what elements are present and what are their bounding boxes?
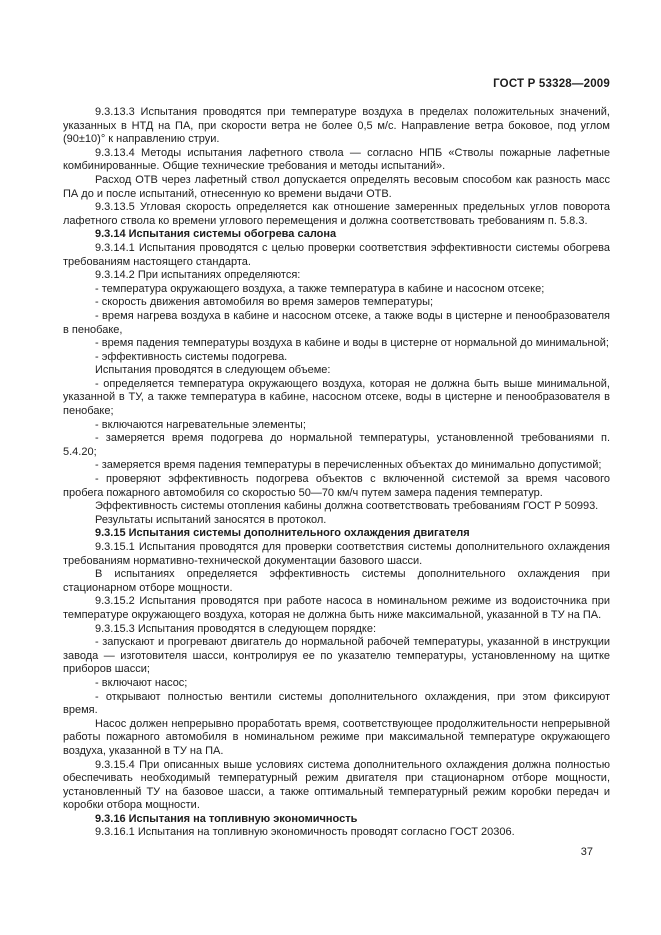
paragraph: 9.3.15.1 Испытания проводятся для проверки соответствия системы дополнительного охлаждения требованиям нормативно-технической документации базового шасси. [63,541,610,567]
paragraph: - эффективность системы подогрева. [95,350,288,363]
paragraph: 9.3.15.4 При описанных выше условиях система дополнительного охлаждения должна полностью обеспечивать необходимый температурный режим двигателя при стационарном отборе мощности, установленный ТУ на базовое шасси, а также оптимальный температурный режим коробки передач и коробки отбора мощности. [63,758,610,812]
document-footer [63,846,593,858]
paragraph: В испытаниях определяется эффективность системы дополнительного охлаждения при стационарном отборе мощности. [63,568,610,594]
paragraph: - скорость движения автомобиля во время замеров температуры; [95,296,434,309]
paragraph: 9.3.14.1 Испытания проводятся с целью проверки соответствия эффективности системы обогрева требованиям настоящего стандарта. [63,241,610,268]
paragraph: - замеряется время подогрева до нормальной температуры, установленной требованиями п. 5.4.20; [63,432,610,458]
paragraph: 9.3.16.1 Испытания на топливную экономичность проводят согласно ГОСТ 20306. [95,826,515,839]
paragraph: 9.3.15.3 Испытания проводятся в следующем порядке: [95,622,377,635]
paragraph: - проверяют эффективность подогрева объектов с включенной системой за время часового пробега пожарного автомобиля со скоростью 50—70 км/ч путем замера падения температур. [63,473,610,499]
paragraph: 9.3.14.2 При испытаниях определяются: [95,269,301,282]
paragraph: - включаются нагревательные элементы; [95,418,306,431]
paragraph: - время падения температуры воздуха в кабине и воды в цистерне от нормальной до минимальной; [95,337,609,350]
section-heading: 9.3.14 Испытания системы обогрева салона [95,228,337,241]
paragraph: 9.3.13.4 Методы испытания лафетного ствола — согласно НПБ «Стволы пожарные лафетные комбинированные. Общие технические требования и методы испытаний». [63,146,610,173]
paragraph: - замеряется время падения температуры в перечисленных объектах до минимально допустимой; [95,459,602,472]
paragraph: 9.3.13.5 Угловая скорость определяется как отношение замеренных предельных углов поворота лафетного ствола ко времени углового перемещения и должна соответствовать требованиям п. 5.8.3. [63,201,610,227]
paragraph: - определяется температура окружающего воздуха, которая не должна быть выше минимальной, указанной в ТУ, а также температура в кабине, насосном отсеке, воды в цистерне и пенообразователя в пенобаке; [63,377,610,418]
paragraph: - включают насос; [95,676,188,689]
paragraph: Эффективность системы отопления кабины должна соответствовать требованиям ГОСТ Р 50993. [95,500,599,513]
document-header [63,78,610,90]
paragraph: 9.3.15.2 Испытания проводятся при работе насоса в номинальном режиме из водоисточника при температуре окружающего воздуха, которая не должна быть ниже максимальной, указанной в ТУ на ПА. [63,595,610,621]
paragraph: - запускают и прогревают двигатель до нормальной рабочей температуры, указанной в инструкции завода — изготовителя шасси, контролируя ее по указателю температуры, установленному на щитке приборов шасси; [63,636,610,676]
paragraph: - температура окружающего воздуха, а также температура в кабине и насосном отсеке; [95,282,545,295]
document-body [63,106,610,840]
section-heading: 9.3.15 Испытания системы дополнительного охлаждения двигателя [95,527,470,540]
paragraph: Насос должен непрерывно проработать время, соответствующее продолжительности непрерывной работы пожарного автомобиля в номинальном режиме при максимальной температуре окружающего воздуха, указанной в ТУ на ПА. [63,717,610,757]
page-number: 37 [580,846,593,858]
paragraph: - открывают полностью вентили системы дополнительного охлаждения, при этом фиксируют время. [63,690,610,717]
paragraph: Расход ОТВ через лафетный ствол допускается определять весовым способом как разность масс ПА до и после испытаний, отнесенную ко времени выдачи ОТВ. [63,173,610,200]
paragraph: - время нагрева воздуха в кабине и насосном отсеке, а также воды в цистерне и пенообразователя в пенобаке, [63,309,610,336]
paragraph: Испытания проводятся в следующем объеме: [95,364,331,377]
paragraph: 9.3.13.3 Испытания проводятся при температуре воздуха в пределах положительных значений, указанных в НТД на ПА, при скорости ветра не более 0,5 м/с. Направление ветра боковое, под углом (90±10)° к направлению струи. [63,106,610,146]
paragraph: Результаты испытаний заносятся в протокол. [95,513,327,526]
standard-number: ГОСТ Р 53328—2009 [493,78,610,90]
section-heading: 9.3.16 Испытания на топливную экономичность [95,812,358,825]
